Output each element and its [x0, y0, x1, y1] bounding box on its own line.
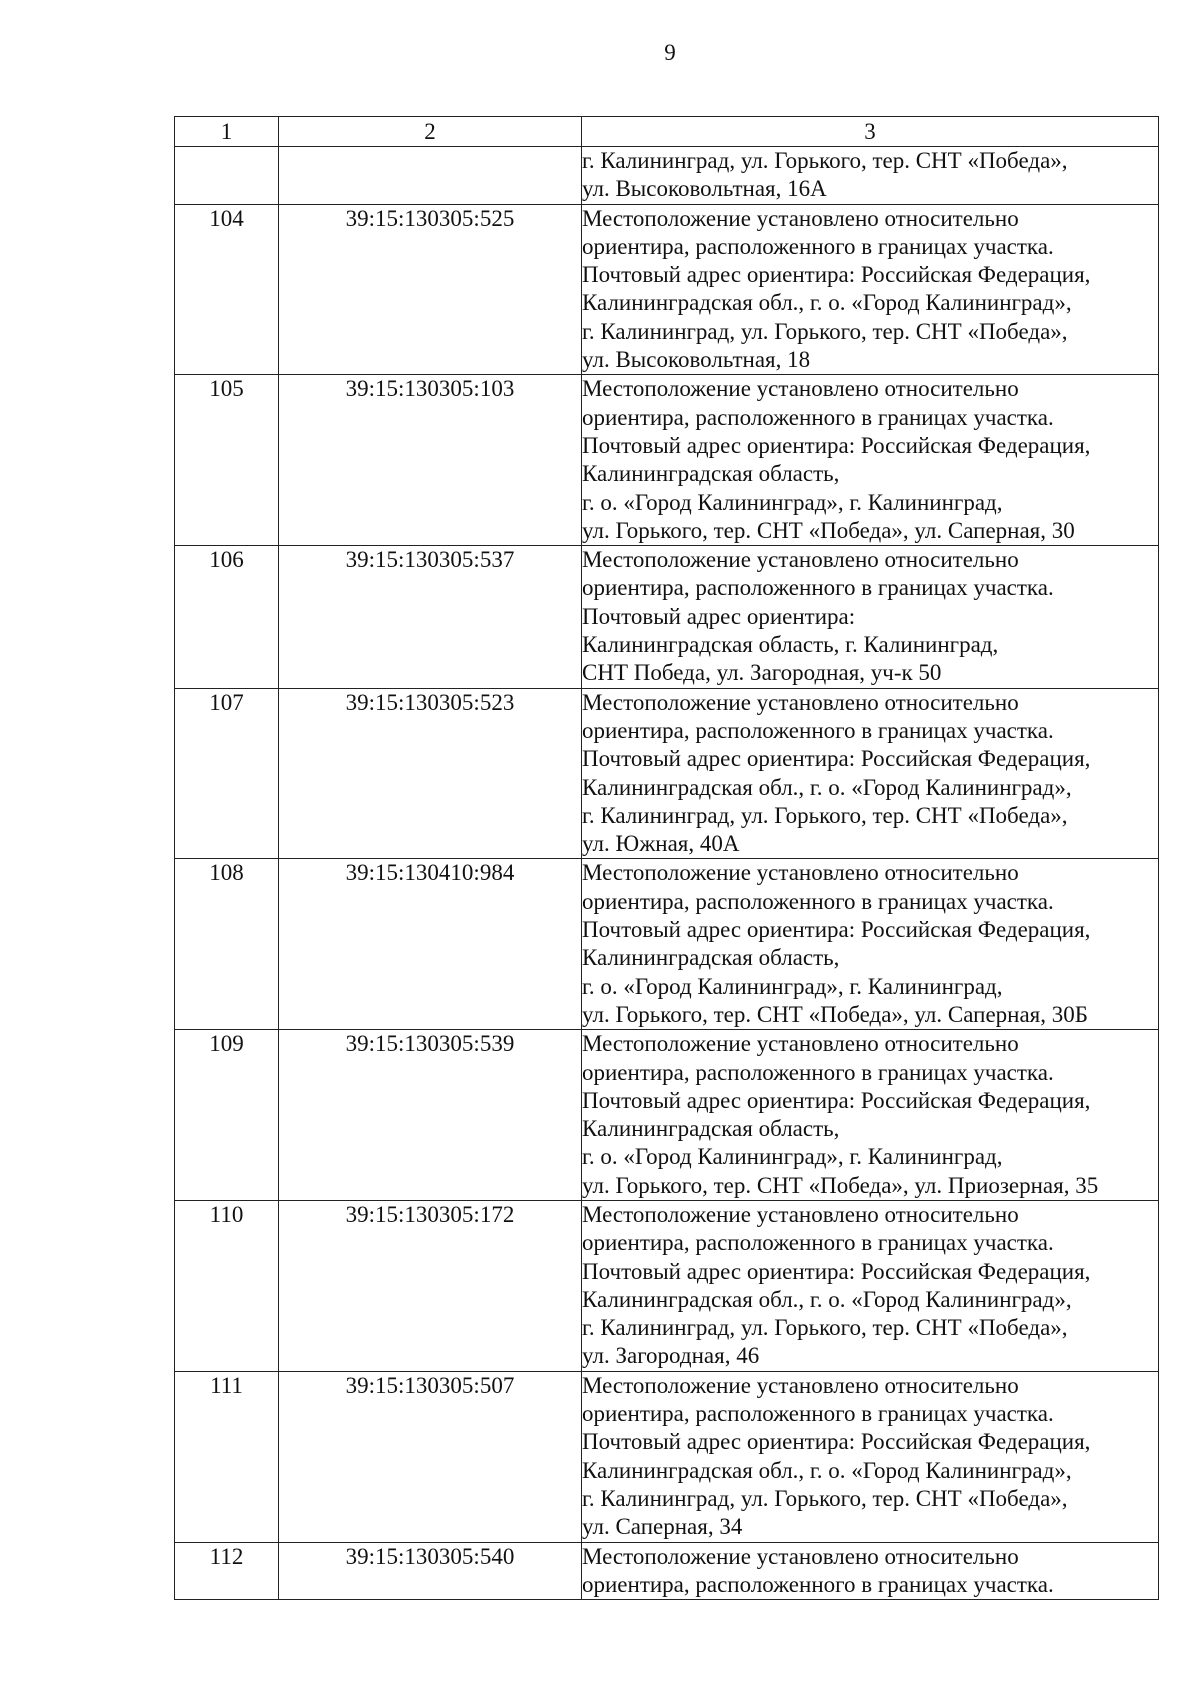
row-number-cell: 106	[175, 546, 279, 688]
address-line: ориентира, расположенного в границах участка.	[582, 888, 1054, 914]
location-description-cell	[582, 375, 1159, 546]
address-line: Местоположение установлено относительно	[582, 1031, 1019, 1057]
address-line: ориентира, расположенного в границах участка.	[582, 1230, 1054, 1256]
address-line: ул. Южная, 40А	[582, 831, 740, 857]
cadastral-number-cell: 39:15:130305:539	[279, 1030, 582, 1201]
cadastral-number-cell	[279, 147, 582, 205]
table-body	[175, 147, 1159, 1600]
row-number-cell: 111	[175, 1371, 279, 1542]
address-line: Почтовый адрес ориентира:	[582, 603, 856, 629]
address-line: Почтовый адрес ориентира: Российская Федерация,	[582, 1087, 1091, 1113]
address-line: Местоположение установлено относительно	[582, 376, 1019, 402]
address-line: Местоположение установлено относительно	[582, 689, 1019, 715]
address-line: г. Калининград, ул. Горького, тер. СНТ «Победа»,	[582, 318, 1068, 344]
location-description-cell	[582, 546, 1159, 688]
location-description-cell	[582, 1542, 1159, 1600]
address-line: ориентира, расположенного в границах участка.	[582, 575, 1054, 601]
address-line: СНТ Победа, ул. Загородная, уч-к 50	[582, 660, 942, 686]
address-line: г. Калининград, ул. Горького, тер. СНТ «Победа»,	[582, 1315, 1068, 1341]
address-line: ориентира, расположенного в границах участка.	[582, 233, 1054, 259]
address-line: Местоположение установлено относительно	[582, 1372, 1019, 1398]
address-line: Местоположение установлено относительно	[582, 1543, 1019, 1569]
cadastral-number-cell: 39:15:130305:172	[279, 1200, 582, 1371]
column-header-1: 1	[175, 117, 279, 147]
table-row	[175, 1542, 1159, 1600]
table-row	[175, 204, 1159, 375]
address-line: ул. Горького, тер. СНТ «Победа», ул. Приозерная, 35	[582, 1172, 1099, 1198]
table-row	[175, 1371, 1159, 1542]
address-line: ул. Высоковольтная, 16А	[582, 176, 827, 202]
row-number-cell: 105	[175, 375, 279, 546]
address-line: ориентира, расположенного в границах участка.	[582, 1059, 1054, 1085]
location-description-cell	[582, 204, 1159, 375]
address-line: г. о. «Город Калининград», г. Калининград,	[582, 489, 1003, 515]
address-line: г. о. «Город Калининград», г. Калининград,	[582, 1144, 1003, 1170]
table-row	[175, 1030, 1159, 1201]
cadastral-number-cell: 39:15:130305:540	[279, 1542, 582, 1600]
location-description-cell	[582, 147, 1159, 205]
page-number: 9	[664, 40, 676, 65]
row-number-cell: 107	[175, 688, 279, 859]
location-description-cell	[582, 1030, 1159, 1201]
row-number-cell: 104	[175, 204, 279, 375]
location-description-cell	[582, 1371, 1159, 1542]
cadastral-number-cell: 39:15:130305:103	[279, 375, 582, 546]
address-line: ул. Загородная, 46	[582, 1343, 760, 1369]
address-line: г. Калининград, ул. Горького, тер. СНТ «Победа»,	[582, 802, 1068, 828]
address-line: Почтовый адрес ориентира: Российская Федерация,	[582, 917, 1091, 943]
address-line: Калининградская область, г. Калининград,	[582, 632, 999, 658]
table-row	[175, 859, 1159, 1030]
row-number-cell: 112	[175, 1542, 279, 1600]
cadastral-number-cell: 39:15:130305:507	[279, 1371, 582, 1542]
address-line: Местоположение установлено относительно	[582, 860, 1019, 886]
address-line: Калининградская область,	[582, 945, 840, 971]
address-line: г. о. «Город Калининград», г. Калининград,	[582, 973, 1003, 999]
address-line: ул. Высоковольтная, 18	[582, 347, 811, 373]
cadastral-number-cell: 39:15:130305:537	[279, 546, 582, 688]
row-number-cell: 108	[175, 859, 279, 1030]
address-line: Калининградская область,	[582, 461, 840, 487]
address-line: Почтовый адрес ориентира: Российская Федерация,	[582, 746, 1091, 772]
address-line: Калининградская обл., г. о. «Город Калининград»,	[582, 774, 1072, 800]
table-row	[175, 375, 1159, 546]
address-line: Калининградская обл., г. о. «Город Калининград»,	[582, 290, 1072, 316]
row-number-cell	[175, 147, 279, 205]
table-header	[175, 117, 1159, 147]
column-header-2: 2	[279, 117, 582, 147]
land-plots-table	[174, 116, 1159, 1600]
row-number-cell: 109	[175, 1030, 279, 1201]
address-line: Калининградская область,	[582, 1116, 840, 1142]
table-row	[175, 1200, 1159, 1371]
table-row	[175, 546, 1159, 688]
table-row	[175, 688, 1159, 859]
header-row	[175, 117, 1159, 147]
address-line: г. Калининград, ул. Горького, тер. СНТ «Победа»,	[582, 1485, 1068, 1511]
table-row	[175, 147, 1159, 205]
address-line: ориентира, расположенного в границах участка.	[582, 404, 1054, 430]
cadastral-number-cell: 39:15:130305:525	[279, 204, 582, 375]
column-header-3: 3	[582, 117, 1159, 147]
row-number-cell: 110	[175, 1200, 279, 1371]
address-line: Почтовый адрес ориентира: Российская Федерация,	[582, 1258, 1091, 1284]
address-line: Местоположение установлено относительно	[582, 1201, 1019, 1227]
address-line: ул. Горького, тер. СНТ «Победа», ул. Саперная, 30	[582, 517, 1075, 543]
location-description-cell	[582, 1200, 1159, 1371]
address-line: Почтовый адрес ориентира: Российская Федерация,	[582, 262, 1091, 288]
cadastral-number-cell: 39:15:130410:984	[279, 859, 582, 1030]
address-line: г. Калининград, ул. Горького, тер. СНТ «Победа»,	[582, 148, 1068, 173]
address-line: ул. Горького, тер. СНТ «Победа», ул. Саперная, 30Б	[582, 1001, 1088, 1027]
address-line: Калининградская обл., г. о. «Город Калининград»,	[582, 1286, 1072, 1312]
location-description-cell	[582, 688, 1159, 859]
address-line: Почтовый адрес ориентира: Российская Федерация,	[582, 1429, 1091, 1455]
address-line: Калининградская обл., г. о. «Город Калининград»,	[582, 1457, 1072, 1483]
address-line: ориентира, расположенного в границах участка.	[582, 1401, 1054, 1427]
address-line: ориентира, расположенного в границах участка.	[582, 717, 1054, 743]
cadastral-number-cell: 39:15:130305:523	[279, 688, 582, 859]
address-line: ул. Саперная, 34	[582, 1514, 743, 1540]
address-line: Местоположение установлено относительно	[582, 547, 1019, 573]
location-description-cell	[582, 859, 1159, 1030]
address-line: Почтовый адрес ориентира: Российская Федерация,	[582, 432, 1091, 458]
address-line: Местоположение установлено относительно	[582, 205, 1019, 231]
address-line: ориентира, расположенного в границах участка.	[582, 1571, 1054, 1597]
